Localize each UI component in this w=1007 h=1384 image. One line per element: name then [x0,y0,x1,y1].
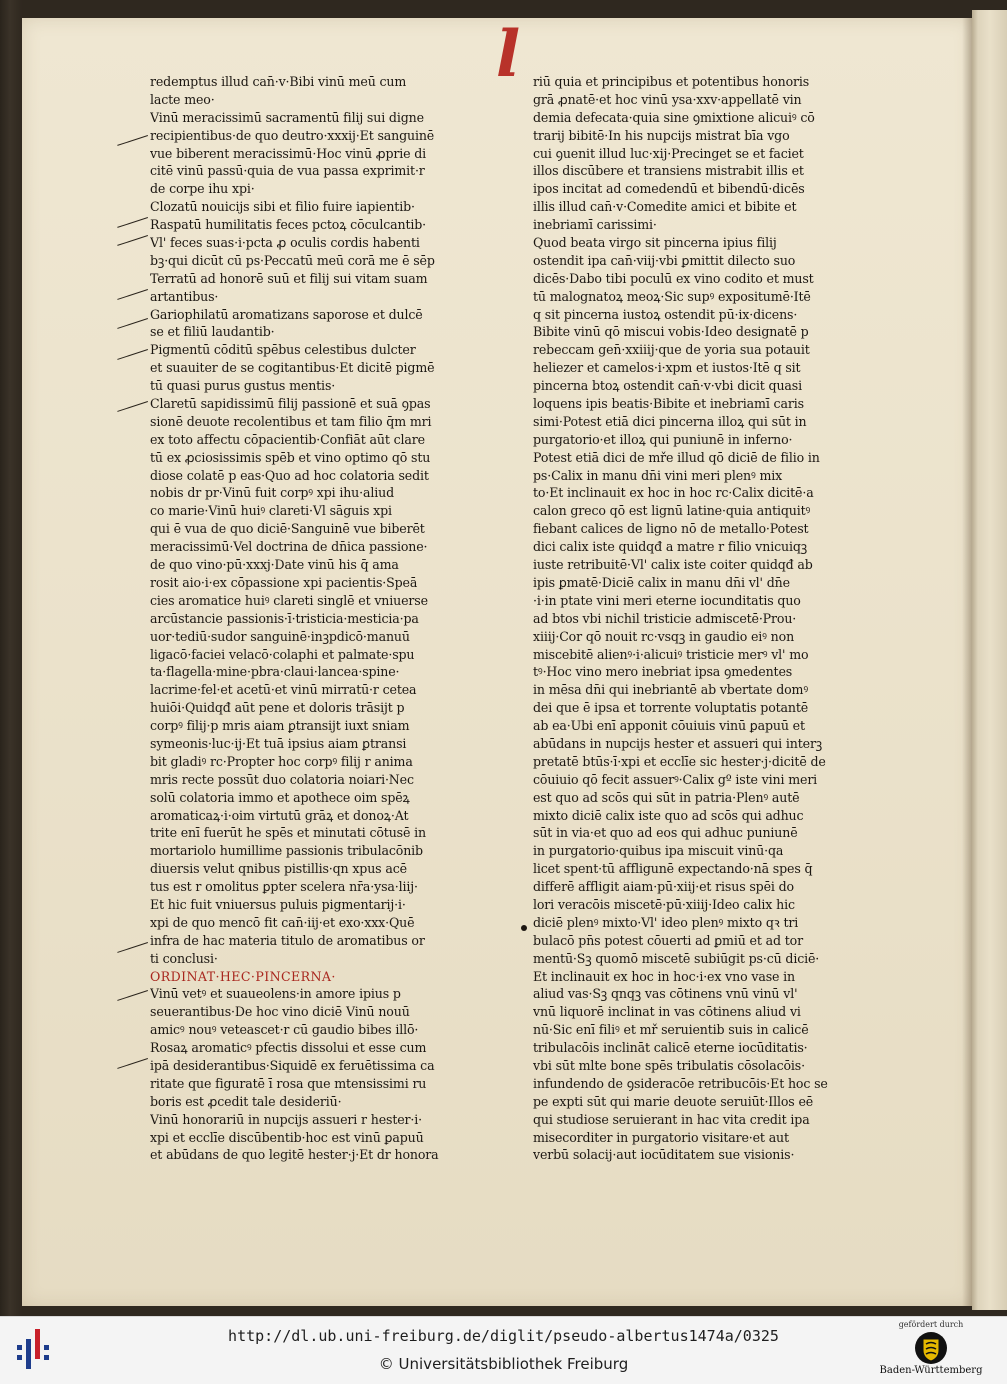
text-line: sionē deuote recolentibus et tam filio q̄m mri [150,413,432,429]
text-line: bit gladiꝰ rc·Propter hoc corpꝰ filij r anima [150,753,413,769]
text-line: infra de hac materia titulo de aromatibus or [150,932,425,948]
text-line: Rosaꝝ aromaticꝰ pfectis dissolui et esse cum [150,1040,427,1056]
text-line: trarij bibitē·In his nupcijs mistrat bīa vgo [533,127,790,143]
text-line: ps·Calix in manu dn̄i vini meri plenꝰ mix [533,467,783,483]
text-line: pretatē btūs·ī·xpi et ecclīe sic hester·j·dicitē de [533,753,826,769]
text-line: tribulacōis inclināt calicē eterne iocūditatis· [533,1040,808,1056]
text-line: aliud vas·Sꝫ qnqꝫ vas cōtinens vnū vinū vl' [533,986,798,1002]
text-line: Clozatū nouicijs sibi et filio fuire iapientib· [150,199,415,215]
text-line: miscebitē alienꝰ·i·alicuiꝰ tristicie merꝰ vl' mo [533,646,809,662]
text-line: dicēs·Dabo tibi poculū ex vino codito et must [533,270,814,286]
right-text-column [533,73,833,1164]
text-line: ritate que figuratē ī rosa que mtensissimi ru [150,1075,427,1091]
text-line: differē affligit aiam·pū·xiij·et risus spēi do [533,879,794,895]
text-line: Terratū ad honorē suū et filij sui vitam suam [150,270,428,286]
text-line: ab ea·Ubi enī apponit cōuiuis vinū ꝑapuū et [533,718,805,734]
folio-mark: l [495,17,521,92]
text-line: et abūdans de quo legitē hester·j·Et dr honora [150,1147,439,1163]
text-line: pincerna btoꝝ ostendit can̄·v·vbi dicit quasi [533,378,802,394]
text-line: rebeccam gen̄·xxiiij·que de yoria sua potauit [533,342,810,358]
text-line: cies aromatice huiꝰ clareti singlē et vniuerse [150,592,428,608]
text-line: co marie·Vinū huiꝰ clareti·Vl sāguis xpi [150,503,392,519]
text-line: simi·Potest etiā dici pincerna illoꝝ qui sūt in [533,413,807,429]
text-line: ti conclusi· [150,950,218,966]
text-line: qui ē vua de quo diciē·Sanguinē vue biberēt [150,521,425,537]
sponsor-caption: gefördert durch [898,1320,964,1329]
text-line: huiōi·Quidqđ aūt pene et doloris trāsijt p [150,700,405,716]
text-line: recipientibus·de quo deutro·xxxij·Et sanguinē [150,127,435,143]
left-text-column [150,73,450,1164]
text-line: Et hic fuit vniuersus puluis pigmentarij·i· [150,896,406,912]
copyright-notice: © Universitätsbibliothek Freiburg [378,1355,629,1373]
text-line: Claretū sapidissimū filij passionē et suā ꝯpas [150,396,431,412]
text-line: mortariolo humillime passionis tribulacōnib [150,843,423,859]
text-line: solū colatoria immo et apothece oim spēꝝ [150,789,410,805]
text-line: trite enī fuerūt he spēs et minutati cōtusē in [150,825,426,841]
text-line: rosit aio·i·ex cōpassione xpi pacientis·Speā [150,574,418,590]
text-line: to·Et inclinauit ex hoc in hoc rc·Calix dicitē·a [533,485,814,501]
text-line: boris est ꝓcedit tale desideriū· [150,1093,342,1109]
text-line: est quo ad scōs qui sūt in patria·Plenꝰ autē [533,789,800,805]
text-line: redemptus illud can̄·v·Bibi vinū meū cum [150,74,407,89]
text-line: illis illud can̄·v·Comedite amici et bibite et [533,199,797,215]
text-line: licet spent·tū affligunē expectando·nā spes q̄ [533,861,813,877]
text-line: abūdans in nupcijs hester et assueri qui interꝫ [533,735,823,751]
text-line: ta·flagella·mine·pbra·claui·lancea·spine· [150,664,400,680]
baden-wuerttemberg-crest-icon [914,1331,948,1365]
text-line: Potest etiā dici de mře illud qō diciē de filio in [533,449,820,465]
text-line: seuerantibus·De hoc vino diciē Vinū nouū [150,1004,410,1020]
text-line: diciē plenꝰ mixto·Vl' ideo plenꝰ mixto qꝛ tri [533,914,799,930]
text-line: se et filiū laudantib· [150,324,275,340]
text-line: vbi sūt mlte bone spēs tribulatis cōsolacōis· [533,1057,805,1073]
text-line: inebriamī carissimi· [533,217,657,233]
text-line: Bibite vinū qō miscui vobis·Ideo designatē p [533,324,809,340]
text-line: cui ꝯuenit illud luc·xij·Precinget se et faciet [533,145,804,161]
text-line: diose colatē p eas·Quo ad hoc colatoria sedit [150,467,429,483]
text-line: Vinū honorariū in nupcijs assueri r hester·i· [150,1111,422,1127]
text-line: uor·tediū·sudor sanguinē·inꝫpdicō·manuū [150,628,410,644]
text-line: dici calix iste quidqđ a matre r filio vnicuiqꝫ [533,539,808,555]
text-line: Vinū vetꝰ et suaueolens·in amore ipius p [150,986,401,1002]
text-line: xiiij·Cor qō nouit rc·vsqꝫ in gaudio eiꝰ non [533,628,795,644]
next-page-edge [972,10,1007,1310]
text-line: corpꝰ filij·p mris aiam ꝑtransijt iuxt sniam [150,718,410,734]
sponsor-name: Baden-Württemberg [879,1365,983,1376]
text-line: illos discūbere et transiens mistrabit illis et [533,163,804,179]
text-line: Raspatū humilitatis feces pctoꝝ cōculcantib· [150,217,427,233]
text-line: bulacō pn̄s potest cōuerti ad ꝑmiū et ad tor [533,932,803,948]
text-line: tū quasi purus gustus mentis· [150,378,336,394]
text-line: de corpe ihu xpi· [150,181,255,197]
text-line: ex toto affectu cōpacientib·Confiāt aūt clare [150,431,425,447]
text-line: ligacō·faciei velacō·colaphi et palmate·spu [150,646,415,662]
text-line: in mēsa dn̄i qui inebriantē ab vbertate domꝰ [533,682,809,698]
text-line: amicꝰ nouꝰ veteascet·r cū gaudio bibes illō· [150,1022,419,1038]
text-line: ostendit ipa can̄·viij·vbi ꝑmittit dilecto suo [533,252,796,268]
text-line: misecorditer in purgatorio visitare·et aut [533,1129,789,1145]
text-line: vue biberent meracissimū·Hoc vinū ꝓprie di [150,145,427,161]
text-line: lacrime·fel·et acetū·et vinū mirratū·r cetea [150,682,417,698]
text-line: loquens ipis beatis·Bibite et inebriamī caris [533,396,804,412]
text-line: nū·Sic enī filiꝰ et mř seruientib suis in calicē [533,1022,809,1038]
text-line: xpi de quo mencō fit can̄·iij·et exo·xxx·Quē [150,914,415,930]
text-line: Vl' feces suas·i·pcta ꝓ oculis cordis habenti [150,235,420,251]
text-line: sūt in via·et quo ad eos qui adhuc puniunē [533,825,798,841]
text-line: ad btos vbi nichil tristicie admiscetē·Prou· [533,610,797,626]
page-permalink[interactable]: http://dl.ub.uni-freiburg.de/diglit/pseudo-albertus1474a/0325 [228,1327,779,1345]
text-line: diuersis velut qnibus pistillis·qn xpus acē [150,861,407,877]
text-line: demia defecata·quia sine ꝯmixtione alicuiꝰ cō [533,109,815,125]
text-line: ipā desiderantibus·Siquidē ex feruētissima ca [150,1057,435,1073]
text-line: ipis ꝑmatē·Diciē calix in manu dn̄i vl' dn̄e [533,574,790,590]
text-line: pe expti sūt qui marie deuote seruiūt·Illos eē [533,1093,814,1109]
text-line: mentū·Sꝫ quomō miscetē subiūgit ps·cū diciē· [533,950,820,966]
text-line: nobis dr pr·Vinū fuit corpꝰ xpi ihu·aliud [150,485,394,501]
text-line: infundendo de ꝯsideracōe retribucōis·Et hoc se [533,1075,828,1091]
text-line: grā ꝓnatē·et hoc vinū ysa·xxv·appellatē vin [533,91,802,107]
text-line: de quo vino·pū·xxxj·Date vinū his q̄ ama [150,557,399,573]
text-line: Et inclinauit ex hoc in hoc·i·ex vno vase in [533,968,796,984]
text-line: dei que ē ipsa et torrente voluptatis potantē [533,700,809,716]
text-line: purgatorio·et illoꝝ qui puniunē in inferno· [533,431,793,447]
text-line: q sit pincerna iustoꝝ ostendit pū·ix·dicens· [533,306,798,322]
text-line: tus est r omolitus ꝑpter scelera nr̄a·ysa·liij· [150,879,418,895]
text-line: bꝫ·qui dicūt cū ps·Peccatū meū corā me ē sēp [150,252,435,268]
text-line: tū ex ꝓciosissimis spēb et vino optimo qō stu [150,449,431,465]
text-line: et suauiter de se cogitantibus·Et dicitē pigmē [150,360,435,376]
text-line: mris recte possūt duo colatoria noiari·Nec [150,771,414,787]
sponsor-block [870,1320,992,1382]
text-line: citē vinū passū·quia de vua passa exprimit·r [150,163,425,179]
text-line: Pigmentū cōditū spēbus celestibus dulcter [150,342,416,358]
text-line: cōuiuio qō fecit assuerꝰ·Calix gº iste vini meri [533,771,818,787]
viewer-footer [0,1316,1007,1384]
text-line: arcūstancie passionis·ī·tristicia·mesticia·pa [150,610,419,626]
text-line: lacte meo· [150,91,215,107]
text-line: xpi et ecclīe discūbentib·hoc est vinū ꝑapuū [150,1129,424,1145]
text-line: artantibus· [150,288,219,304]
text-line: vnū liquorē inclinat in vas cōtinens aliud vi [533,1004,801,1020]
text-line: fiebant calices de ligno nō de metallo·Potest [533,521,809,537]
text-line: calon greco qō est lignū latine·quia antiquitꝰ [533,503,811,519]
text-line: ORDINAT·HEC·PINCERNA· [150,968,336,984]
text-line: lori veracōis miscetē·pū·xiiij·Ideo calix hic [533,896,795,912]
text-line: mixto diciē calix iste quo ad scōs qui adhuc [533,807,804,823]
text-line: meracissimū·Vel doctrina de dn̄ica passione· [150,539,428,555]
text-line: tꝰ·Hoc vino mero inebriat ipsa ꝯmedentes [533,664,793,680]
text-line: heliezer et camelos·i·xpm et iustos·Itē q sit [533,360,801,376]
text-line: Vinū meracissimū sacramentū filij sui digne [150,109,424,125]
margin-dot [521,925,527,931]
text-line: ipos incitat ad comedendū et bibendū·dicēs [533,181,805,197]
text-line: ·i·in ptate vini meri eterne iocunditatis quo [533,592,801,608]
text-line: qui studiose seruierant in hac vita credit ipa [533,1111,810,1127]
text-line: in purgatorio·quibus ipa miscuit vinū·qa [533,843,784,859]
text-line: tū malognatoꝝ meoꝝ·Sic supꝰ expositumē·Itē [533,288,811,304]
text-line: riū quia et principibus et potentibus honoris [533,74,810,89]
text-line: symeonis·luc·ij·Et tuā ipsius aiam ꝑtransi [150,735,407,751]
text-line: Quod beata virgo sit pincerna ipius filij [533,235,777,251]
text-line: verbū solacij·aut iocūditatem sue visionis· [533,1147,795,1163]
text-line: iuste retribuitē·Vl' calix iste coiter quidqđ ab [533,557,813,573]
text-line: Gariophilatū aromatizans saporose et dulcē [150,306,423,322]
text-line: aromaticaꝝ·i·oim virtutū grāꝝ et donoꝝ·At [150,807,409,823]
